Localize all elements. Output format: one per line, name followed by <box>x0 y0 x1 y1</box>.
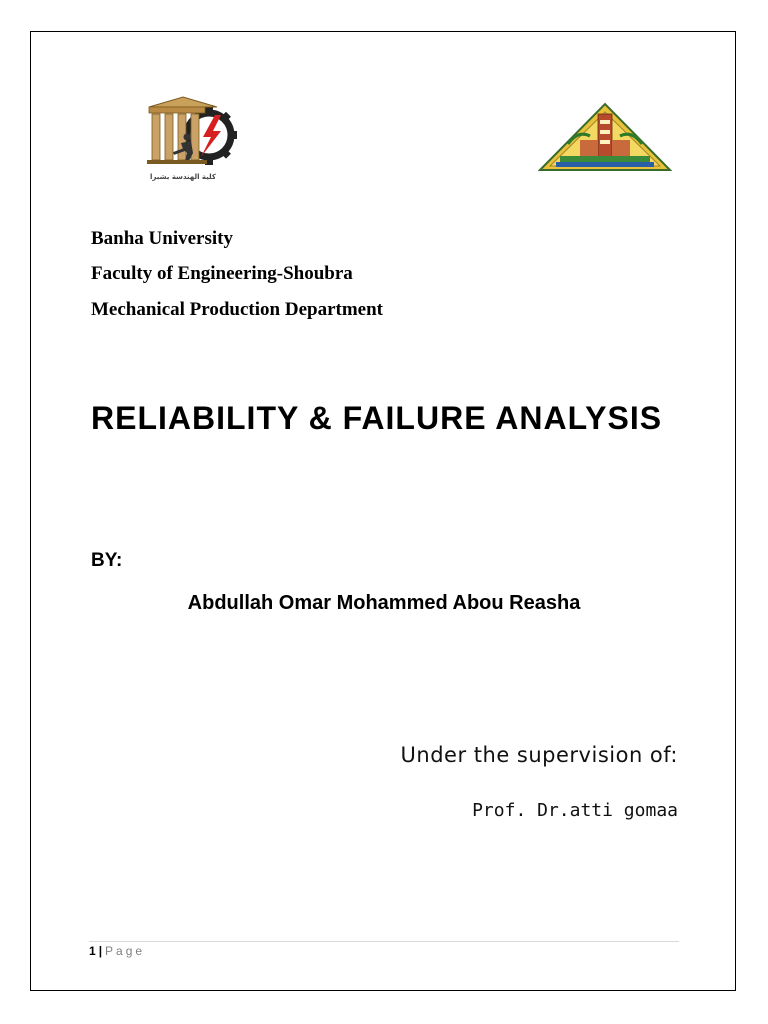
document-title: RELIABILITY & FAILURE ANALYSIS <box>91 400 663 436</box>
page-number: 1 <box>89 944 96 958</box>
supervisor-name: Prof. Dr.atti gomaa <box>472 800 678 821</box>
page-word: Page <box>105 944 146 958</box>
author-name: Abdullah Omar Mohammed Abou Reasha <box>187 592 581 614</box>
supervision-label: Under the supervision of: <box>400 743 678 767</box>
svg-text:كلية الهندسة بشبرا: كلية الهندسة بشبرا <box>150 173 216 181</box>
university-logo <box>538 100 672 176</box>
faculty-name: Faculty of Engineering-Shoubra <box>91 263 353 284</box>
by-label: BY: <box>91 550 123 571</box>
footer-separator: | <box>98 944 103 958</box>
faculty-logo <box>143 95 239 187</box>
university-name: Banha University <box>91 228 233 249</box>
department-name: Mechanical Production Department <box>91 299 383 320</box>
footer-divider <box>89 941 679 942</box>
page-footer <box>89 944 145 958</box>
